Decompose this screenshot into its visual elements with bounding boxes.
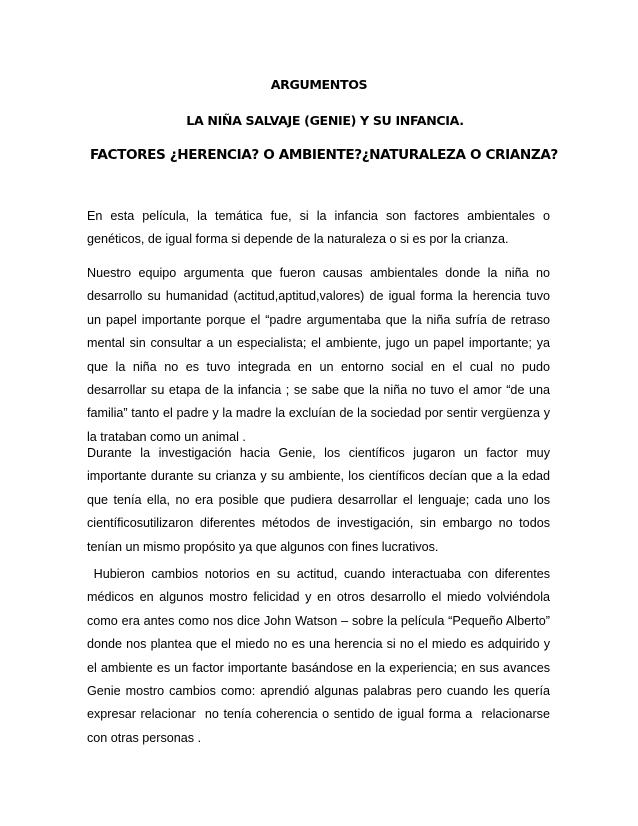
paragraph-argument: Nuestro equipo argumenta que fueron causas ambientales donde la niña no desarrollo su humanidad (actitud,aptitud,valores) de igual forma la herencia tuvo un papel importante porque el “padre argumentaba que la niña sufría de retraso mental sin consultar a un especialista; el ambiente, jugo un papel importante; ya que la niña no es tuvo integrada en un entorno social en el cual no pudo desarrollar su etapa de la infancia ; se sabe que la niña no tuvo el amor “de una familia” tanto el padre y la madre la excluían de la sociedad por sentir vergüenza y la trataban como un animal . xyxy=(87,266,550,444)
document-subtitle: LA NIÑA SALVAJE (GENIE) Y SU INFANCIA. xyxy=(186,113,464,128)
document-title: ARGUMENTOS xyxy=(270,77,368,92)
paragraph-investigation: Durante la investigación hacia Genie, los científicos jugaron un factor muy importante durante su crianza y su ambiente, los científicos decían que a la edad que tenía ella, no era posible que pudiera desarrollar el lenguaje; cada uno los científicosutilizaron diferentes métodos de investigación, sin embargo no todos tenían un mismo propósito ya que algunos con fines lucrativos. xyxy=(87,446,550,554)
document-question: FACTORES ¿HERENCIA? O AMBIENTE?¿NATURALEZA O CRIANZA? xyxy=(90,147,558,163)
paragraph-changes: Hubieron cambios notorios en su actitud, cuando interactuaba con diferentes médicos en algunos mostro felicidad y en otros desarrollo el miedo volviéndola como era antes como nos dice John Watson – sobre la película “Pequeño Alberto” donde nos plantea que el miedo no es una herencia si no el miedo es adquirido y el ambiente es un factor importante basándose en la experiencia; en sus avances Genie mostro cambios como: aprendió algunas palabras pero cuando les quería expresar relacionar no tenía coherencia o sentido de igual forma a relacionarse con otras personas . xyxy=(87,567,554,745)
paragraph-intro: En esta película, la temática fue, si la infancia son factores ambientales o genéticos, de igual forma si depende de la naturaleza o si es por la crianza. xyxy=(87,209,550,247)
